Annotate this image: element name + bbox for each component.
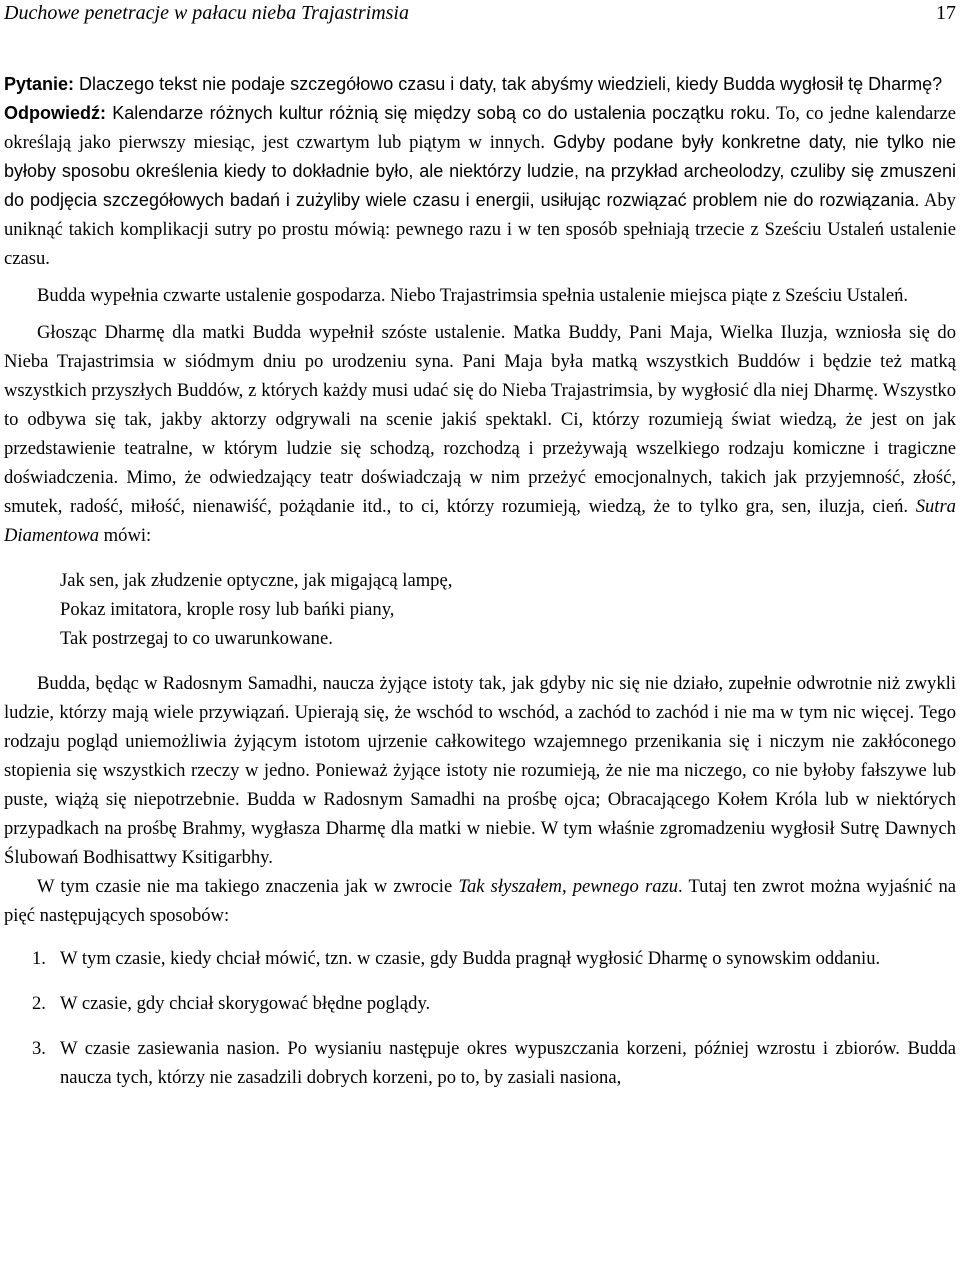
- paragraph-maja-end: mówi:: [99, 525, 152, 546]
- paragraph-host: Budda wypełnia czwarte ustalenie gospodarza. Niebo Trajastrimsia spełnia ustalenie miejsca piąte z Sześciu Ustaleń.: [37, 285, 909, 306]
- answer-label: Odpowiedź:: [4, 103, 106, 123]
- paragraph-maja: [4, 318, 956, 550]
- list-item-text: W czasie, gdy chciał skorygować błędne poglądy.: [60, 993, 431, 1014]
- verse-line: Jak sen, jak złudzenie optyczne, jak migającą lampę,: [60, 570, 453, 591]
- list-item-number: 1.: [32, 948, 46, 969]
- list-item: [4, 989, 956, 1018]
- list-item: [4, 944, 956, 973]
- numbered-list: [4, 944, 956, 1092]
- answer-text-3: Gdyby podane były konkretne daty, nie tylko nie byłoby sposobu określenia kiedy to dokładnie było, ale niektórzy ludzie, na przykład archeolodzy, czuliby się zmuszeni do podjęcia szczegółowych badań i zużyliby wiele czasu i energii, usiłując rozwiązać problem nie do rozwiązania.: [4, 132, 956, 210]
- sutra-title: Sutra Diamentowa: [4, 496, 956, 546]
- verse-line: Pokaz imitatora, krople rosy lub bańki piany,: [60, 599, 395, 620]
- answer-text-1: Kalendarze różnych kultur różnią się między sobą co do ustalenia początku roku.: [106, 103, 771, 123]
- answer-text-4: Aby uniknąć takich komplikacji sutry po prostu mówią: pewnego razu i w ten sposób spełniają trzecie z Sześciu Ustaleń ustalenie czasu.: [4, 190, 956, 269]
- paragraph-time-end: . Tutaj ten zwrot można wyjaśnić na pięć następujących sposobów:: [4, 876, 957, 926]
- document-body: [4, 70, 956, 1108]
- phrase-once: pewnego razu: [572, 876, 679, 897]
- question-text: Dlaczego tekst nie podaje szczegółowo czasu i daty, tak abyśmy wiedzieli, kiedy Budda wygłosił tę Dharmę?: [74, 74, 943, 94]
- paragraph-samadhi: Budda, będąc w Radosnym Samadhi, naucza żyjące istoty tak, jak gdyby nic się nie działo, zupełnie odwrotnie niż zwykli ludzie, którzy mają wiele przywiązań. Upierają się, że wschód to wschód, a zachód to zachód i nie ma w tym nic więcej. Tego rodzaju pogląd uniemożliwia żyjącym istotom ujrzenie całkowitego wzajemnego przenikania się i niczym nie zakłóconego stopienia się wszystkich rzeczy w jedno. Ponieważ żyjące istoty nie rozumieją, że nie ma niczego, co nie byłoby fałszywe lub puste, wiążą się niepotrzebnie. Budda w Radosnym Samadhi na prośbę ojca; Obracającego Kołem Króla lub w niektórych przypadkach na prośbę Brahmy, wygłasza Dharmę dla matki w niebie. W tym właśnie zgromadzeniu wygłosił Sutrę Dawnych Ślubowań Bodhisattwy Ksitigarbhy.: [4, 673, 956, 868]
- paragraph-time-text: W tym czasie nie ma takiego znaczenia jak w zwrocie: [37, 876, 459, 897]
- comma: ,: [561, 876, 573, 897]
- verse-line: Tak postrzegaj to co uwarunkowane.: [60, 628, 333, 649]
- list-item-number: 2.: [32, 993, 46, 1014]
- answer-text-2: To, co jedne kalendarze określają jako pierwszy miesiąc, jest czwartym lub piątym w innych.: [4, 103, 956, 153]
- list-item: [4, 1034, 956, 1092]
- running-title: Duchowe penetracje w pałacu nieba Trajastrimsia: [4, 2, 409, 24]
- question-label: Pytanie:: [4, 74, 75, 94]
- answer-paragraph: [4, 99, 956, 273]
- list-item-text: W tym czasie, kiedy chciał mówić, tzn. w czasie, gdy Budda pragnął wygłosić Dharmę o synowskim oddaniu.: [60, 948, 881, 969]
- question-paragraph: [4, 70, 956, 99]
- list-item-number: 3.: [32, 1038, 46, 1059]
- page-number: 17: [936, 2, 956, 24]
- verse-quote: [60, 566, 956, 653]
- paragraph-maja-text: Głosząc Dharmę dla matki Budda wypełnił szóste ustalenie. Matka Buddy, Pani Maja, Wielka Iluzja, wzniosła się do Nieba Trajastrimsia w siódmym dniu po urodzeniu syna. Pani Maja była matką wszystkich Buddów i będzie też matką wszystkich przyszłych Buddów, z których każdy musi udać się do Nieba Trajastrimsia, by wygłosić dla niej Dharmę. Wszystko to odbywa się tak, jakby aktorzy odgrywali na scenie jakiś spektakl. Ci, którzy rozumieją świat wiedzą, że jest on jak przedstawienie teatralne, w którym ludzie się schodzą, rozchodzą i przeżywają wszelkiego rodzaju komiczne i tragiczne doświadczenia. Mimo, że odwiedzający teatr doświadczają w nim przeżyć emocjonalnych, takich jak przyjemność, złość, smutek, radość, miłość, nienawiść, pożądanie itd., to ci, którzy rozumieją, wiedzą, że to tylko gra, sen, iluzja, cień.: [4, 322, 956, 517]
- paragraph-time: [4, 872, 956, 930]
- phrase-thus-heard: Tak słyszałem: [458, 876, 562, 897]
- running-header: [4, 0, 956, 26]
- list-item-text: W czasie zasiewania nasion. Po wysianiu następuje okres wypuszczania korzeni, później wzrostu i zbiorów. Budda naucza tych, którzy nie zasadzili dobrych korzeni, po to, by zasiali nasiona,: [60, 1038, 956, 1088]
